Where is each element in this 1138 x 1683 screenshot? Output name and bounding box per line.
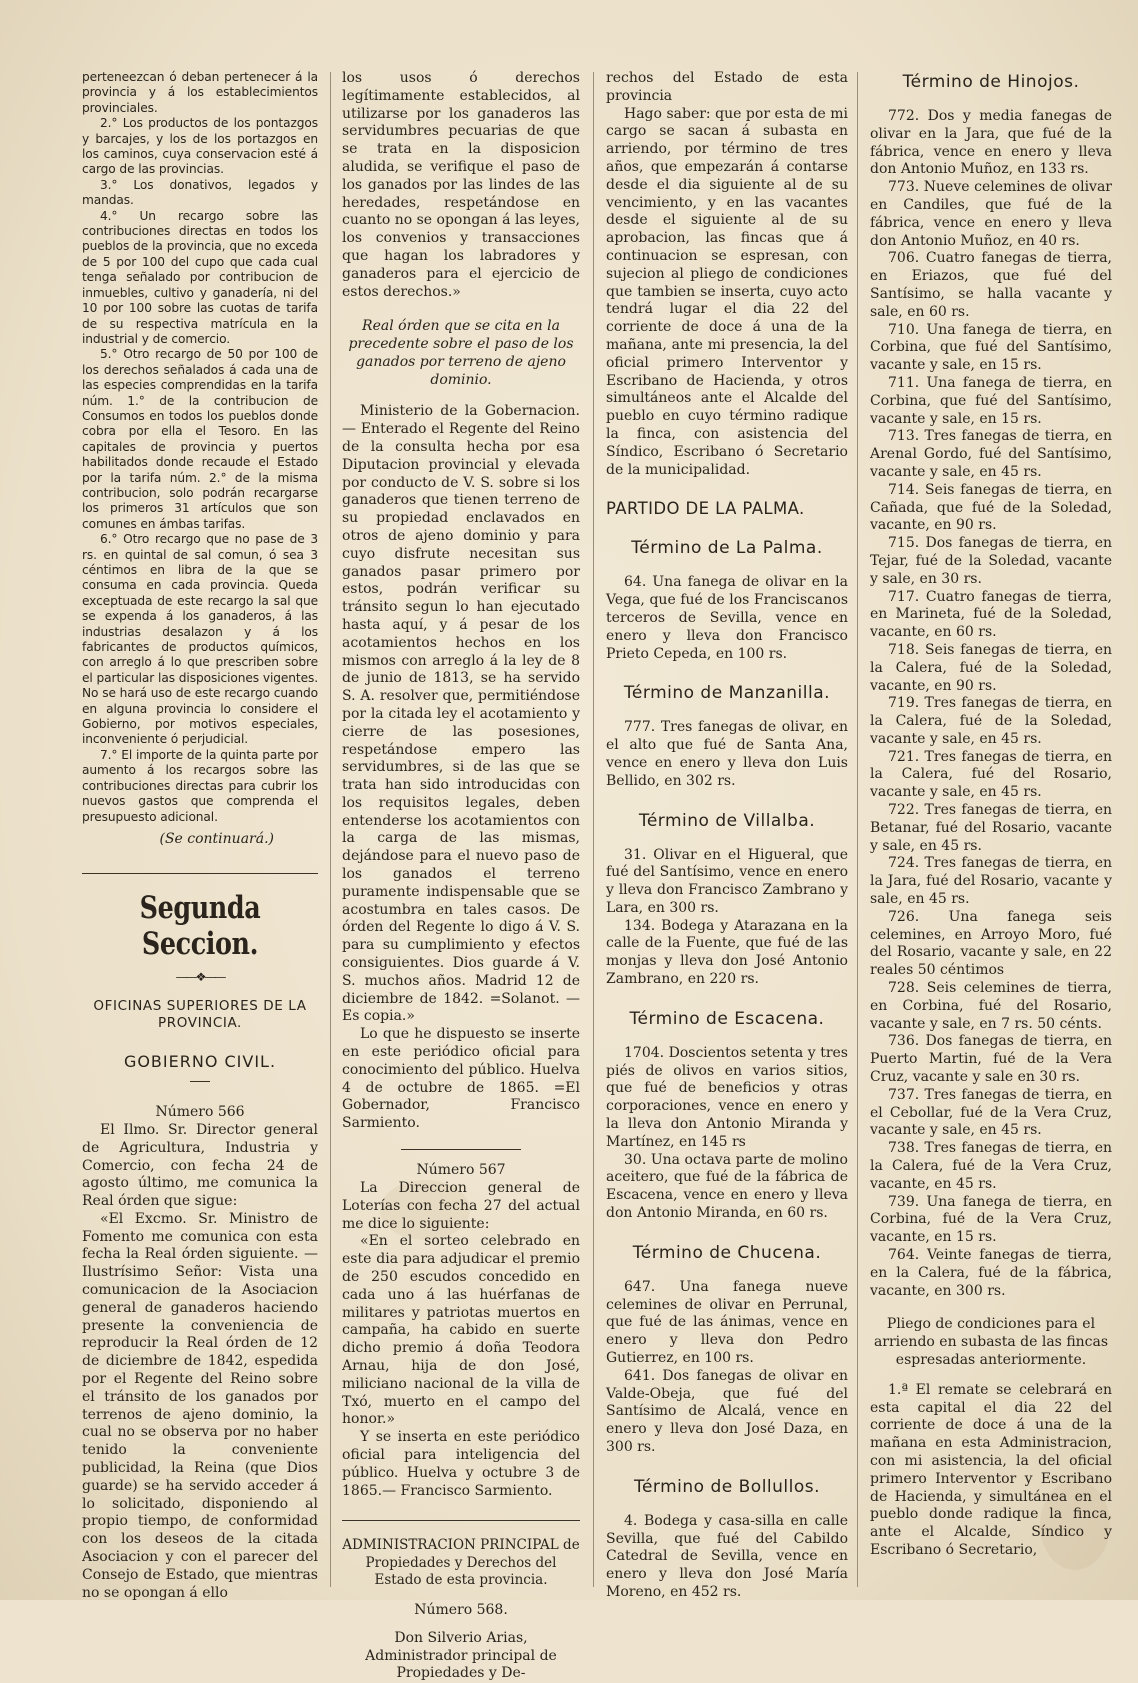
list-item: 737. Tres fanegas de tierra, en el Cebollar, fué de la Vera Cruz, vacante y sale, en 45 rs. [870,1086,1112,1139]
list-item: 726. Una fanega seis celemines, en Arroyo Moro, fué del Rosario, vacante y sale, en 22 reales 50 céntimos [870,908,1112,979]
column-rule [330,72,331,1587]
list-item: 736. Dos fanegas de tierra, en Puerto Martin, fué de la Vera Cruz, vacante y sale en 30 rs. [870,1033,1112,1086]
paragraph: 3.° Los donativos, legados y mandas. [82,177,318,208]
divider [342,1520,580,1521]
list-item: 710. Una fanega de tierra, en Corbina, que fué del Santísimo, vacante y sale, en 15 rs. [870,321,1112,374]
paragraph: 7.° El importe de la quinta parte por aumento á los recargos sobre las contribuciones directas para cubrir los nuevos gastos que comprenda el presupuesto adicional. [82,747,318,824]
list-item: 721. Tres fanegas de tierra, en la Calera, fué del Rosario, vacante y sale, en 45 rs. [870,748,1112,801]
italic-heading: Real órden que se cita en la precedente sobre el paso de los ganados por terreno de ajeno dominio. [348,318,574,389]
column-2 [342,70,580,1683]
list-item: 738. Tres fanegas de tierra, en la Calera, fué de la Vera Cruz, vacante, en 45 rs. [870,1140,1112,1192]
paragraph: rechos del Estado de esta provincia [606,70,848,104]
list-item: 641. Dos fanegas de olivar en Valde-Obeja, que fué del Santísimo de Alcalá, vence en enero y lleva don José Daza, en 300 rs. [606,1367,848,1456]
list-item: 647. Una fanega nueve celemines de olivar en Perrunal, que fué de las ánimas, vence en enero y lleva don Pedro Gutierrez, en 100 rs. [606,1278,848,1367]
partido-heading: PARTIDO DE LA PALMA. [606,499,805,519]
column-4 [870,70,1112,1560]
list-item: 4. Bodega y casa-silla en calle Sevilla, que fué del Cabildo Catedral de Sevilla, vence en enero y lleva don José María Moreno, en 452 rs. [606,1512,848,1600]
paragraph: Lo que he dispuesto se inserte en este periódico oficial para conocimiento del público. Huelva 4 de octubre de 1865. =El Gobernador, Francisco Sarmiento. [342,1026,580,1132]
paragraph: perteneezcan ó deban pertenecer á la provincia y á los establecimientos provinciales. [82,70,318,115]
termino-heading: Término de Bollullos. [633,1476,821,1497]
list-item: 134. Bodega y Atarazana en la calle de la Fuente, que fué de las monjas y lleva don José Antonio Zambrano, en 220 rs. [606,917,848,988]
paragraph: El Ilmo. Sr. Director general de Agricultura, Industria y Comercio, con fecha 24 de agosto último, me comunica la Real órden que sigue: [82,1121,318,1210]
list-item: 714. Seis fanegas de tierra, en Cañada, que fué de la Soledad, vacante, en 90 rs. [870,481,1112,534]
item-number: Número 568. [414,1601,508,1618]
list-item: 715. Dos fanegas de tierra, en Tejar, fué de la Soledad, vacante y sale, en 30 rs. [870,535,1112,587]
paragraph: 1.ª El remate se celebrará en esta capital el dia 22 del corriente de doce á una de la mañana en esta Administracion, con mi asistencia, la del oficial primero Interventor y Escribano de Hacienda, y simultánea en el pueblo donde radique la finca, ante el Alcalde, Síndico y Escribano ó Secretario, [870,1381,1112,1558]
continued-note: (Se continuará.) [159,830,274,847]
paragraph: 5.° Otro recargo de 50 por 100 de los derechos señalados á cada una de las especies comprendidas en la tarifa núm. 1.° de la contribucion de Consumos en todos los pueblos donde cobra por ella el Tesoro. En las capitales de provincia y puertos habilitados donde recaude el Estado por la tarifa núm. 2.° de la misma contribucion, solo podrán recargarse los primeros 31 artículos que son comunes en ámbas tarifas. [82,347,318,531]
list-item: 717. Cuatro fanegas de tierra, en Marineta, fué de la Soledad, vacante, en 60 rs. [870,588,1112,641]
paragraph: La Direccion general de Loterías con fecha 27 del actual me dice lo siguiente: [342,1180,580,1232]
termino-heading: Término de Chucena. [632,1242,822,1263]
list-item: 64. Una fanega de olivar en la Vega, que fué de los Franciscanos terceros de Sevilla, vence en enero y lleva don Francisco Prieto Cepeda, en 100 rs. [606,574,848,662]
list-item: 773. Nueve celemines de olivar en Candiles, que fué de la fábrica, vence en enero y lleva don Antonio Muñoz, en 40 rs. [870,179,1112,249]
list-item: 30. Una octava parte de molino aceitero, que fué de la fábrica de Escacena, vence en enero y lleva don Antonio Miranda, en 60 rs. [606,1151,848,1222]
list-item: 739. Una fanega de tierra, en Corbina, fué de la Vera Cruz, vacante, en 15 rs. [870,1193,1112,1246]
list-item: 722. Tres fanegas de tierra, en Betanar, fué del Rosario, vacante y sale, en 45 rs. [870,802,1112,854]
section-title: Segunda Seccion. [139,889,261,962]
divider [82,873,318,874]
list-item: 724. Tres fanegas de tierra, en la Jara, fué del Rosario, vacante y sale, en 45 rs. [870,855,1112,908]
list-item: 711. Una fanega de tierra, en Corbina, que fué del Santísimo, vacante y sale, en 15 rs. [870,374,1112,427]
list-item: 728. Seis celemines de tierra, en Corbina, fué del Rosario, vacante y sale, en 7 rs. 50 cénts. [870,980,1112,1032]
paragraph: Hago saber: que por esta de mi cargo se sacan á subasta en arriendo, por término de tres años, que empezarán á contarse desde el dia siguiente al de su vencimiento, y en las vacantes desde el siguiente al de su aprobacion, las fincas que á continuacion se espresan, con sujecion al pliego de condiciones que tambien se inserta, cuyo acto tendrá lugar el dia 22 del corriente de doce á una de la mañana, ante mi presencia, la del oficial primero Interventor y Escribano de Hacienda, y otros simultáneos ante el Alcalde del pueblo en cuyo término radique la finca, con asistencia del Síndico, Escribano ó Secretario de la municipalidad. [606,105,848,478]
list-item: 706. Cuatro fanegas de tierra, en Eriazos, que fué del Santísimo, se halla vacante y sale, en 60 rs. [870,250,1112,320]
termino-heading: Término de Manzanilla. [623,683,831,704]
list-item: 772. Dos y media fanegas de olivar en la Jara, que fué de la fábrica, vence en enero y lleva don Antonio Muñoz, en 133 rs. [870,108,1112,178]
column-rule [593,72,594,1587]
office-heading: OFICINAS SUPERIORES DE LA PROVINCIA. [93,997,307,1031]
list-item: 718. Seis fanegas de tierra, en la Calera, fué de la Soledad, vacante, en 90 rs. [870,641,1112,694]
paragraph: 2.° Los productos de los pontazgos y barcajes, y los de los portazgos en los caminos, cuya conservacion esté á cargo de las provincias. [82,116,318,177]
pliego-heading: Pliego de condiciones para el arriendo en subasta de las fincas espresadas anteriormente. [873,1316,1109,1368]
termino-heading: Término de Escacena. [629,1008,825,1029]
column-1 [82,70,318,1602]
list-item: 764. Veinte fanegas de tierra, en la Calera, fué de la fábrica, vacante, en 300 rs. [870,1247,1112,1299]
paragraph: Don Silverio Arias, Administrador principal de Propiedades y De- [365,1629,557,1682]
list-item: 1704. Doscientos setenta y tres piés de olivos en varios sitios, que fué de beneficios y otras corporaciones, vence en enero y la lleva don Antonio Miranda y Martínez, en 145 rs [606,1044,848,1150]
column-3 [606,70,848,1602]
termino-heading: Término de Villalba. [638,810,816,831]
paragraph: 6.° Otro recargo que no pase de 3 rs. en quintal de sal comun, ó sea 3 céntimos en libra de la que se consuma en cada provincia. Queda exceptuada de este recargo la sal que se expenda á los ganaderos, á las industrias desalazon y á los fabricantes de productos químicos, con arreglo á lo que prescriben sobre el particular las disposiciones vigentes. No se hará uso de este recargo cuando en alguna provincia lo considere el Gobierno, por motivos especiales, inconveniente ó perjudicial. [82,532,318,747]
paragraph: los usos ó derechos legítimamente establecidos, al utilizarse por los ganaderos las servidumbres pecuarias de que se trata en la disposicion aludida, se verifique el paso de los ganados por las lindes de las heredades, respetándose en cuanto no se opongan á las leyes, los convenios y transacciones que hagan los labradores y ganaderos para el ejercicio de estos derechos.» [342,70,580,300]
paragraph: Y se inserta en este periódico oficial para inteligencia del público. Huelva y octubre 3 de 1865.— Francisco Sarmiento. [342,1429,580,1499]
paragraph: «En el sorteo celebrado en este dia para adjudicar el premio de 250 escudos concedido en cada uno á las huérfanas de militares y patriotas muertos en campaña, ha cabido en suerte dicho premio á doña Teodora Arnau, hija de don José, miliciano nacional de la villa de Txó, muerto en el campo del honor.» [342,1233,580,1428]
item-number: Número 567 [416,1162,506,1179]
list-item: 31. Olivar en el Higueral, que fué del Santísimo, vence en enero y lleva don Francisco Zambrano y Lara, en 300 rs. [606,846,848,916]
termino-heading: Término de La Palma. [631,538,823,559]
list-item: 719. Tres fanegas de tierra, en la Calera, fué de la Soledad, vacante y sale, en 45 rs. [870,695,1112,747]
divider [190,1081,210,1082]
list-item: 713. Tres fanegas de tierra, en Arenal Gordo, fué del Santísimo, vacante y sale, en 45 rs. [870,428,1112,480]
item-number: Número 566 [155,1103,245,1120]
paragraph: 4.° Un recargo sobre las contribuciones directas en todos los pueblos de la provincia, que no exceda de 5 por 100 del cupo que cada cual tenga señalado por contribucion de inmuebles, cultivo y ganadería, ni del 10 por 100 sobre las cuotas de tarifa de su respectiva matrícula en la industrial y de comercio. [82,208,318,346]
divider [401,1149,521,1150]
paragraph: «El Excmo. Sr. Ministro de Fomento me comunica con esta fecha la Real órden siguiente. —Ilustrísimo Señor: Vista una comunicacion de la Asociacion general de ganaderos haciendo presente la conveniencia de reproducir la Real órden de 12 de diciembre de 1842, espedida por el Regente del Reino sobre el tránsito de los ganados por terrenos de ajeno dominio, la cual no se observa por no haber tenido la conveniente publicidad, la Reina (que Dios guarde) se ha servido acceder á lo solicitado, disponiendo al propio tiempo, de conformidad con los deseos de la citada Asociacion y con el parecer del Consejo de Estado, que mientras no se opongan á ello [82,1210,318,1601]
column-rule [857,72,858,1587]
gobierno-heading: GOBIERNO CIVIL. [123,1051,277,1071]
paragraph: Ministerio de la Gobernacion.— Enterado el Regente del Reino de la consulta hecha por esa Diputacion provincial y elevada por conducto de V. S. sobre si los ganaderos que tienen terreno de su propiedad enclavados en otros de ajeno dominio y para cuyo disfrute necesitan sus ganados pasar primero por estos, podrán verificar su tránsito segun lo han ejecutado hasta aquí, y á pesar de los acotamientos hechos en los mismos con arreglo á la ley de 8 de junio de 1813, se ha servido S. A. resolver que, permitiéndose por la citada ley el acotamiento y cierre de las posesiones, respetándose empero las servidumbres, si de las que se trata han sido introducidas con los requisitos legales, deben entenderse los acotamientos con la carga de las mismas, dejándose para el nuevo paso de los ganados el terreno puramente indispensable que se acostumbra en tales casos. De órden del Regente lo digo á V. S. para su cumplimiento y efectos consiguientes. Dios guarde á V. S. muchos años. Madrid 12 de diciembre de 1842. =Solanot. —Es copia.» [342,403,580,1025]
administration-heading: ADMINISTRACION PRINCIPAL de Propiedades y Derechos del Estado de esta provincia. [342,1537,580,1589]
list-item: 777. Tres fanegas de olivar, en el alto que fué de Santa Ana, vence en enero y lleva don Luis Bellido, en 302 rs. [606,719,848,789]
termino-heading: Término de Hinojos. [902,72,1080,92]
ornament: ——❖—— [175,969,225,984]
